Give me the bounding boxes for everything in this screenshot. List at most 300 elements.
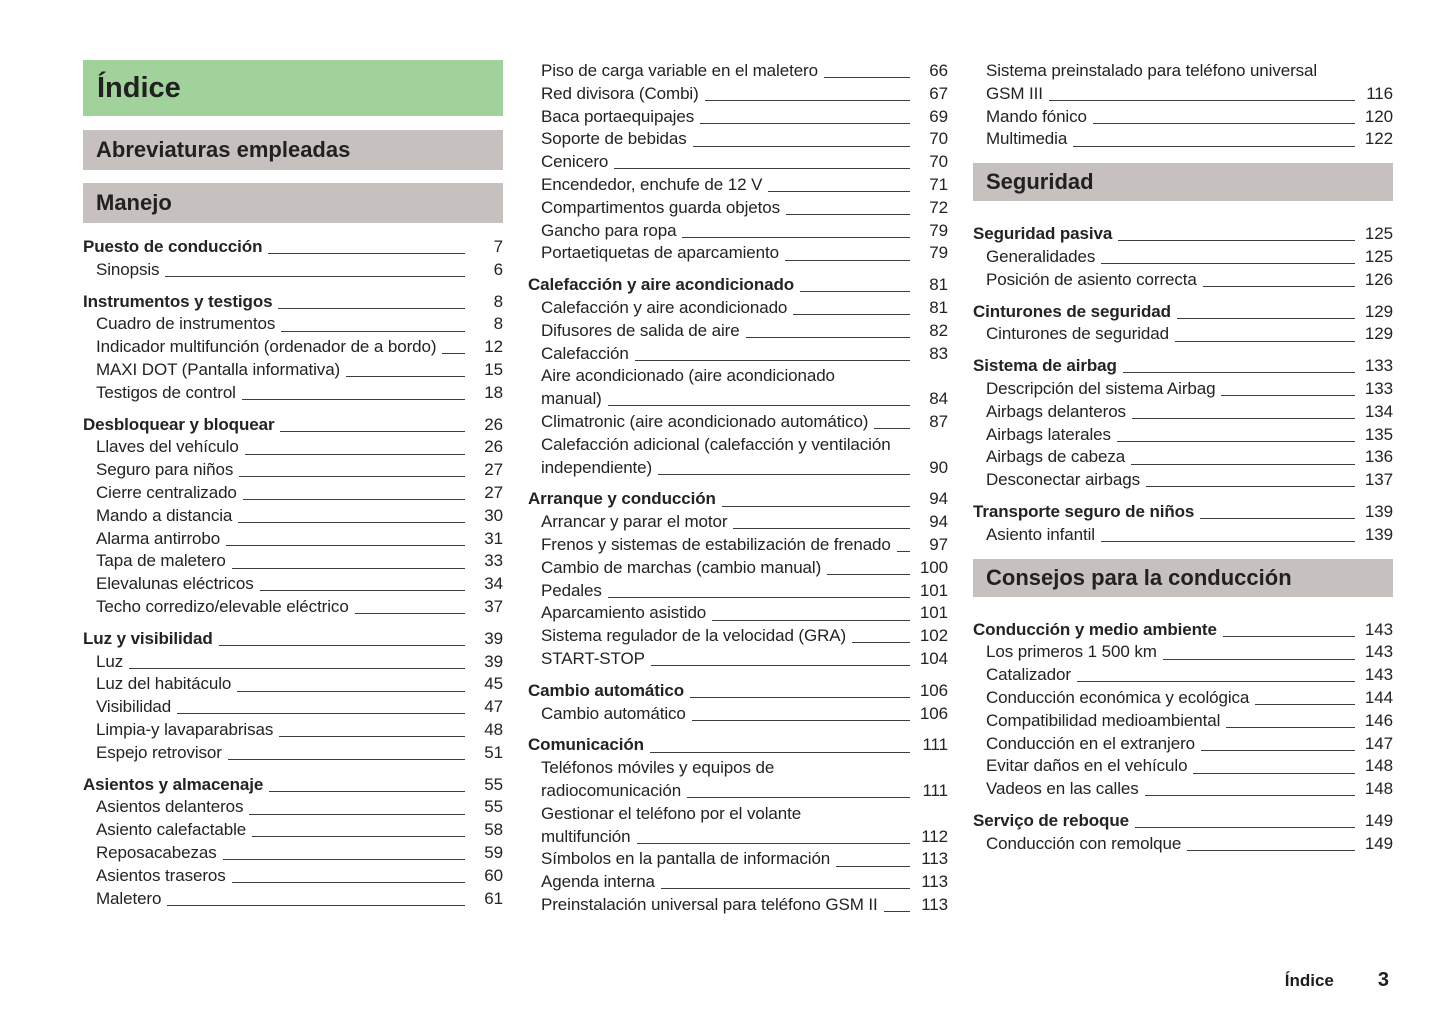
toc-entry [528,343,948,366]
toc-entry [973,401,1393,424]
page-number: 143 [1364,642,1393,662]
leader-line [1255,704,1355,705]
page-number: 106 [919,703,948,723]
page-number: 26 [484,437,503,457]
leader-line [1175,341,1355,342]
toc-entry [528,242,948,265]
entry-label: Instrumentos y testigos [83,291,273,311]
toc-entry [83,259,503,282]
toc-entry [973,778,1393,801]
toc-entry [528,848,948,871]
page-number: 71 [929,174,948,194]
entry-label: Vadeos en las calles [986,779,1139,799]
page-number: 51 [484,742,503,762]
entry-label: Los primeros 1 500 km [986,642,1157,662]
page-number: 139 [1364,501,1393,521]
page-number: 81 [929,297,948,317]
page-number: 129 [1364,324,1393,344]
toc-entry [83,550,503,573]
leader-line [1226,727,1355,728]
entry-label: Multimedia [986,129,1068,149]
toc-entry-continuation [528,780,948,803]
leader-line [1193,773,1355,774]
entry-label: Teléfonos móviles y equipos de [541,758,775,778]
leader-line [1123,372,1355,373]
toc-entry [528,648,948,671]
leader-line [746,337,910,338]
page-number: 27 [484,482,503,502]
toc-entry [973,810,1393,833]
toc-entry [83,505,503,528]
page-number: 30 [484,505,503,525]
leader-line [226,545,465,546]
toc-entry [973,641,1393,664]
entry-label: Sistema preinstalado para teléfono universal [986,61,1318,80]
toc-entry [528,625,948,648]
page-number: 126 [1364,269,1393,289]
page-number: 101 [919,580,948,600]
leader-line [165,276,465,277]
page-number: 113 [921,894,948,914]
section-header [83,183,503,223]
page-number: 39 [484,651,503,671]
toc-entry [528,60,948,83]
page-number: 81 [929,275,948,295]
leader-line [690,697,910,698]
toc-entry [528,274,948,297]
leader-line [682,237,910,238]
toc-entry [528,106,948,129]
entry-label: Compatibilidad medioambiental [986,710,1221,730]
entry-label: Alarma antirrobo [96,528,221,548]
leader-line [897,551,910,552]
section-header [973,163,1393,201]
toc-entry [83,528,503,551]
entry-label: Preinstalación universal para teléfono GSM II [541,894,878,914]
page-number: 144 [1364,687,1393,707]
page-number: 12 [484,337,503,357]
entry-label: Reposacabezas [96,842,217,862]
leader-line [242,399,465,400]
toc-entry [528,320,948,343]
leader-line [268,253,465,254]
leader-line [249,814,465,815]
toc-entry [528,894,948,917]
toc-entry [83,436,503,459]
page-number: 134 [1364,401,1393,421]
toc-title-label: Índice [97,71,181,104]
toc-entry [528,128,948,151]
toc-entry [528,151,948,174]
toc-entry [528,602,948,625]
leader-line [800,291,910,292]
toc-entry [83,382,503,405]
entry-label: Calefacción [541,343,629,363]
leader-line [232,882,465,883]
page-number: 6 [493,259,503,279]
toc-entry [973,687,1393,710]
page-number: 94 [929,512,948,532]
toc-entry [528,511,948,534]
leader-line [260,590,465,591]
leader-line [1201,750,1355,751]
page-number: 137 [1364,470,1393,490]
page-number: 70 [929,152,948,172]
toc-entry [973,246,1393,269]
entry-label: Evitar daños en el vehículo [986,756,1188,776]
leader-line [705,100,910,101]
entry-label: Cambio automático [528,680,685,700]
leader-line [635,360,910,361]
toc-entry [528,297,948,320]
leader-line [733,528,910,529]
entry-label: Mando fónico [986,106,1087,126]
entry-label: Techo corredizo/elevable eléctrico [96,596,349,616]
leader-line [836,866,910,867]
toc-entry [973,223,1393,246]
page-number: 129 [1364,301,1393,321]
entry-label: Climatronic (aire acondicionado automático) [541,411,869,431]
page-number: 87 [929,411,948,431]
toc-entry-continuation [973,83,1393,106]
toc-entry [973,664,1393,687]
page-number: 59 [484,842,503,862]
page-number: 133 [1364,356,1393,376]
leader-line [269,791,465,792]
entry-label: Cuadro de instrumentos [96,314,276,334]
toc-entry [973,301,1393,324]
entry-label: Arranque y conducción [528,489,716,509]
leader-line [693,146,910,147]
page-number: 146 [1364,710,1393,730]
entry-label: Luz [96,651,124,671]
entry-label: Generalidades [986,246,1096,266]
leader-line [281,331,465,332]
toc-entry [83,865,503,888]
toc-entry [83,796,503,819]
page-number: 125 [1364,246,1393,266]
toc-entry [973,323,1393,346]
page-number: 48 [484,719,503,739]
leader-line [1203,286,1355,287]
entry-label: Tapa de maletero [96,551,226,571]
entry-label: Asientos traseros [96,865,226,885]
footer-chapter-label: Índice [1284,971,1334,990]
entry-label: Elevalunas eléctricos [96,574,254,594]
entry-label: Conducción y medio ambiente [973,619,1217,639]
page-number: 139 [1364,524,1393,544]
leader-line [280,431,465,432]
leader-line [692,720,910,721]
leader-line [827,574,910,575]
entry-label: Luz y visibilidad [83,628,213,648]
leader-line [874,428,910,429]
page-number: 90 [929,457,948,477]
leader-line [1163,659,1355,660]
entry-label: Cambio de marchas (cambio manual) [541,557,822,577]
leader-line [1177,318,1355,319]
leader-line [700,123,910,124]
leader-line [1132,418,1355,419]
leader-line [219,645,465,646]
toc-entry [528,488,948,511]
leader-line [793,314,910,315]
leader-line [1131,464,1355,465]
entry-label: Difusores de salida de aire [541,320,740,340]
entry-label: Indicador multifunción (ordenador de a bordo) [96,337,437,357]
page-number: 111 [922,735,948,755]
page-number: 82 [929,320,948,340]
page-number: 111 [922,780,948,800]
page-number: 116 [1366,83,1393,103]
page-number: 102 [919,626,948,646]
page-number: 37 [484,596,503,616]
leader-line [661,888,910,889]
page-number: 106 [919,680,948,700]
leader-line [243,499,465,500]
page-number: 18 [484,382,503,402]
toc-entry [973,424,1393,447]
toc-entry [528,434,948,457]
toc-entry [83,414,503,437]
entry-label: Mando a distancia [96,505,233,525]
entry-label: multifunción [541,826,631,846]
leader-line [608,405,910,406]
entry-label: Calefacción y aire acondicionado [528,275,795,295]
toc-entry [528,220,948,243]
entry-label: Conducción con remolque [986,833,1182,853]
toc-entry [973,833,1393,856]
section-header [973,559,1393,597]
toc-entry [528,680,948,703]
entry-label: Seguridad pasiva [973,224,1113,244]
entry-label: Visibilidad [96,697,172,717]
toc-entry [83,596,503,619]
page-number: 83 [929,343,948,363]
entry-label: Piso de carga variable en el maletero [541,61,818,80]
leader-line [232,568,465,569]
page-number: 8 [493,314,503,334]
leader-line [722,506,910,507]
leader-line [237,691,465,692]
toc-entry-continuation [528,457,948,480]
leader-line [1093,123,1355,124]
leader-line [442,353,465,354]
page-number: 100 [919,557,948,577]
page-number: 72 [929,197,948,217]
toc-entry [83,742,503,765]
leader-line [239,476,465,477]
entry-label: Desconectar airbags [986,470,1141,490]
page-number: 70 [929,129,948,149]
entry-label: Conducción en el extranjero [986,733,1195,753]
toc-entry [83,774,503,797]
leader-line [651,665,910,666]
page-number: 66 [929,61,948,80]
entry-label: Frenos y sistemas de estabilización de frenado [541,534,891,554]
leader-line [279,736,465,737]
toc-entry [528,580,948,603]
page-number: 143 [1364,619,1393,639]
leader-line [884,911,910,912]
leader-line [1135,827,1355,828]
page-number: 27 [484,460,503,480]
page-number: 97 [929,534,948,554]
toc-entry [83,628,503,651]
entry-label: Transporte seguro de niños [973,501,1195,521]
entry-label: Red divisora (Combi) [541,83,699,103]
entry-label: Aire acondicionado (aire acondicionado [541,366,835,386]
leader-line [252,836,465,837]
toc-column-right [973,60,1393,917]
section-header-label: Consejos para la conducción [986,564,1292,590]
leader-line [129,668,465,669]
entry-label: Posición de asiento correcta [986,269,1197,289]
entry-label: Airbags delanteros [986,401,1126,421]
page-number: 60 [484,865,503,885]
toc-entry [83,651,503,674]
entry-label: Soporte de bebidas [541,129,687,149]
leader-line [768,191,910,192]
entry-label: Baca portaequipajes [541,106,695,126]
entry-label: manual) [541,389,602,409]
toc-entry [528,803,948,826]
leader-line [1101,263,1355,264]
entry-label: Conducción económica y ecológica [986,687,1250,707]
toc-entry [973,378,1393,401]
toc-entry [528,83,948,106]
page-number: 7 [493,237,503,256]
entry-label: GSM III [986,83,1043,103]
entry-label: radiocomunicación [541,780,682,800]
leader-line [650,752,910,753]
footer-page-number: 3 [1377,969,1389,991]
page-number: 135 [1364,424,1393,444]
page-number: 67 [929,83,948,103]
page-number: 148 [1364,756,1393,776]
page-number: 55 [484,797,503,817]
entry-label: Asientos delanteros [96,797,244,817]
entry-label: Cierre centralizado [96,482,237,502]
leader-line [614,168,910,169]
entry-label: Catalizador [986,665,1071,685]
toc-entry [83,573,503,596]
entry-label: independiente) [541,457,653,477]
toc-entry [83,888,503,911]
entry-label: Calefacción adicional (calefacción y ventilación [541,434,891,454]
entry-label: Cambio automático [541,703,686,723]
page-number: 147 [1364,733,1393,753]
leader-line [824,77,910,78]
toc-entry [528,871,948,894]
page-number: 33 [484,551,503,571]
page-number: 112 [921,826,948,846]
page-number: 113 [921,849,948,869]
entry-label: Calefacción y aire acondicionado [541,297,788,317]
entry-label: START-STOP [541,648,645,668]
page-number: 125 [1364,224,1393,244]
leader-line [223,859,465,860]
leader-line [167,905,465,906]
leader-line [346,376,465,377]
leader-line [712,620,910,621]
entry-label: Agenda interna [541,872,655,892]
entry-label: Gancho para ropa [541,220,677,240]
leader-line [1200,518,1355,519]
leader-line [1118,240,1355,241]
page-number: 149 [1364,810,1393,830]
toc-entry [83,236,503,259]
toc-entry [973,619,1393,642]
leader-line [687,797,910,798]
page-number: 136 [1364,447,1393,467]
toc-entry [83,291,503,314]
toc-entry-continuation [528,388,948,411]
toc-entry [528,411,948,434]
entry-label: Gestionar el teléfono por el volante [541,803,802,823]
entry-label: Seguro para niños [96,460,234,480]
page-number: 113 [921,872,948,892]
page-number: 26 [484,414,503,434]
page-number: 61 [484,888,503,908]
toc-entry [528,703,948,726]
page-number: 39 [484,628,503,648]
entry-label: Aparcamiento asistido [541,603,707,623]
entry-label: Maletero [96,888,162,908]
page-number: 101 [919,603,948,623]
leader-line [1223,636,1355,637]
entry-label: Testigos de control [96,382,236,402]
page-number: 45 [484,674,503,694]
page-number: 122 [1364,129,1393,149]
page-number: 55 [484,774,503,794]
leader-line [228,759,465,760]
toc-entry [973,355,1393,378]
entry-label: Pedales [541,580,602,600]
toc-entry [528,557,948,580]
page-number: 69 [929,106,948,126]
entry-label: Airbags de cabeza [986,447,1126,467]
toc-entry [83,673,503,696]
toc-title [83,60,503,116]
toc-entry [973,733,1393,756]
leader-line [1049,100,1355,101]
entry-label: Portaetiquetas de aparcamiento [541,243,779,263]
leader-line [785,260,910,261]
leader-line [637,843,910,844]
leader-line [245,454,465,455]
leader-line [608,597,910,598]
leader-line [1221,395,1355,396]
toc-entry [973,469,1393,492]
section-header-label: Abreviaturas empleadas [96,137,351,162]
toc-entry [528,365,948,388]
toc-entry [973,269,1393,292]
toc-entry [83,819,503,842]
toc-entry-continuation [528,826,948,849]
leader-line [658,474,910,475]
toc-entry [973,128,1393,151]
entry-label: Airbags laterales [986,424,1111,444]
toc-entry [83,313,503,336]
page-number: 149 [1364,833,1393,853]
page-number: 133 [1364,378,1393,398]
page-number: 120 [1364,106,1393,126]
section-header [83,130,503,170]
entry-label: Sistema de airbag [973,356,1117,376]
leader-line [786,214,910,215]
page-number: 79 [929,220,948,240]
